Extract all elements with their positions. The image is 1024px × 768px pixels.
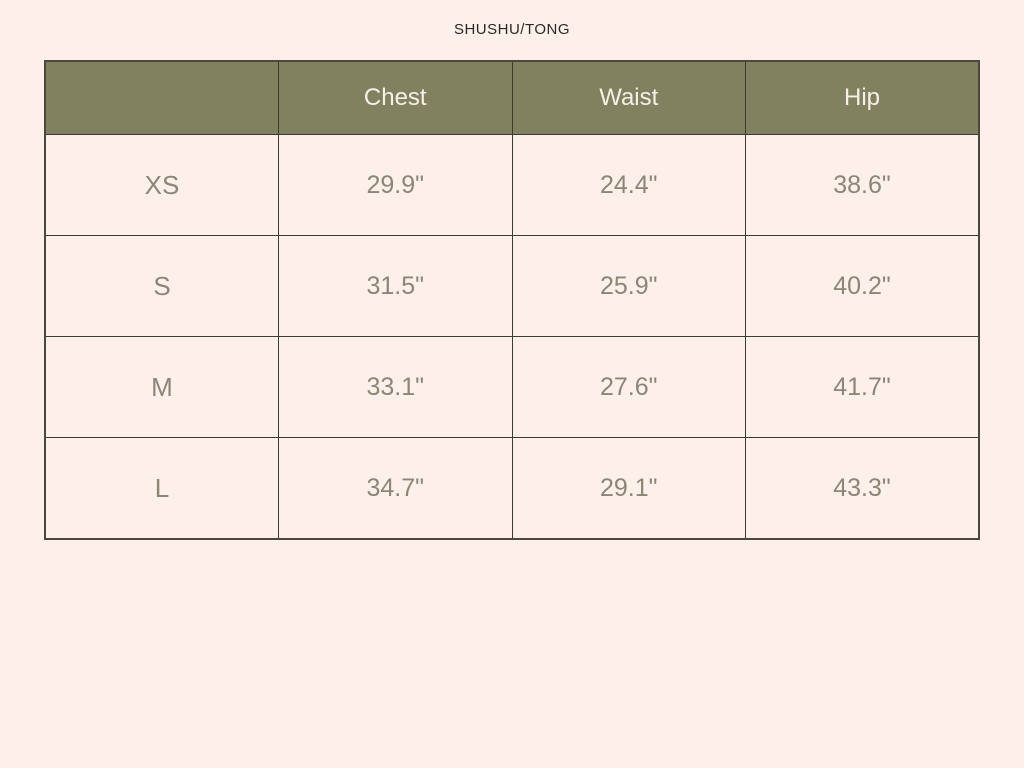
table-row-s xyxy=(45,236,979,337)
chest-value: 29.9" xyxy=(279,135,513,236)
column-header-chest: Chest xyxy=(279,61,513,135)
size-label: M xyxy=(45,337,279,438)
chest-value: 33.1" xyxy=(279,337,513,438)
hip-value: 41.7" xyxy=(746,337,980,438)
column-header-hip: Hip xyxy=(746,61,980,135)
waist-value: 29.1" xyxy=(512,438,746,540)
chest-value: 31.5" xyxy=(279,236,513,337)
column-header-waist: Waist xyxy=(512,61,746,135)
chest-value: 34.7" xyxy=(279,438,513,540)
table-header xyxy=(45,61,979,135)
size-chart-table xyxy=(44,60,980,540)
header-row xyxy=(45,61,979,135)
table-row-m xyxy=(45,337,979,438)
size-label: XS xyxy=(45,135,279,236)
column-header-size xyxy=(45,61,279,135)
size-label: S xyxy=(45,236,279,337)
waist-value: 25.9" xyxy=(512,236,746,337)
table-row-l xyxy=(45,438,979,540)
waist-value: 24.4" xyxy=(512,135,746,236)
table-row-xs xyxy=(45,135,979,236)
hip-value: 40.2" xyxy=(746,236,980,337)
waist-value: 27.6" xyxy=(512,337,746,438)
size-label: L xyxy=(45,438,279,540)
hip-value: 43.3" xyxy=(746,438,980,540)
hip-value: 38.6" xyxy=(746,135,980,236)
brand-title: SHUSHU/TONG xyxy=(453,21,571,38)
table-body xyxy=(45,135,979,540)
